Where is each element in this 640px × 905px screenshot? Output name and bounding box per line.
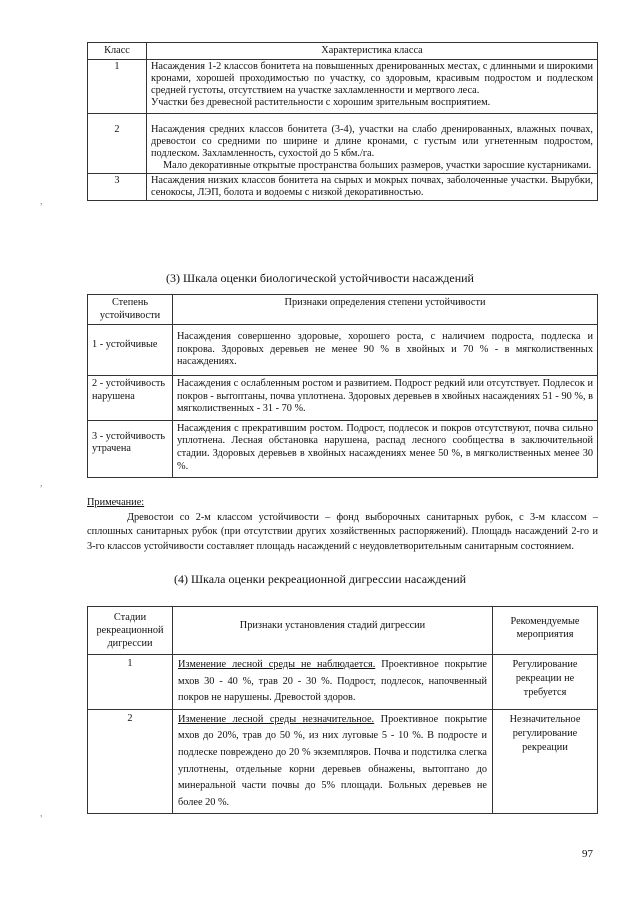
class-table xyxy=(87,42,598,201)
table-row xyxy=(88,375,598,420)
stability-signs: Насаждения совершенно здоровые, хорошего роста, с наличием подроста, подлеска и покрова. Здоровых деревьев не менее 90 % в хвойных и 70 % - в мягколиственных насаждениях. xyxy=(173,325,598,376)
recommended-measures: Регулирование рекреации не требуется xyxy=(493,655,598,710)
description-paragraph: Участки без древесной растительности с хорошим зрительным восприятием. xyxy=(151,97,491,108)
digression-table xyxy=(87,606,598,814)
column-header: Степень устойчивости xyxy=(88,295,173,325)
description-paragraph: Насаждения низких классов бонитета на сырых и мокрых почвах, заболоченные участки. Вырубки, сенокосы, ЛЭП, болота и водоемы с низкой декоративностью. xyxy=(151,175,593,198)
scan-mark: , xyxy=(40,478,43,489)
page-number: 97 xyxy=(582,848,593,860)
class-number: 1 xyxy=(88,60,147,114)
table-header-row xyxy=(88,43,598,60)
column-header: Стадии рекреационной дигрессии xyxy=(88,607,173,655)
class-number: 3 xyxy=(88,174,147,201)
digression-lead: Изменение лесной среды незначительное. xyxy=(178,713,375,725)
stability-table xyxy=(87,294,598,478)
digression-text: Проективное покрытие мхов до 20%, трав до 50 %, из них луговые 5 - 10 %. В подросте и подлеске повреждено до 20 % экземпляров. Почва и подстилка слегка уплотнены, отдельные корни деревьев обнажены, вытоптано до минеральной части почвы до 5% площади. Больных деревьев не более 20 %. xyxy=(178,713,487,808)
note-text: Древостои со 2-м классом устойчивости – фонд выборочных санитарных рубок, с 3-м классом – сплошных санитарных рубок (при отсутствии других хозяйственных распоряжений). Площадь насаждений 2-го и 3-го классов устойчивости составляет площадь насаждений с неудовлетворительным санитарным состоянием. xyxy=(87,511,598,552)
table-row xyxy=(88,325,598,376)
table-row xyxy=(88,420,598,477)
digression-signs xyxy=(173,655,493,710)
digression-stage: 2 xyxy=(88,709,173,814)
digression-signs xyxy=(173,709,493,814)
table-row xyxy=(88,60,598,114)
column-header: Характеристика класса xyxy=(147,43,598,60)
stability-level: 1 - устойчивые xyxy=(88,325,173,376)
table-row xyxy=(88,709,598,814)
table-row xyxy=(88,655,598,710)
class-description xyxy=(147,174,598,201)
description-paragraph: Мало декоративные открытые пространства больших размеров, участки заросшие кустарниками. xyxy=(163,160,592,171)
stability-level: 2 - устойчивость нарушена xyxy=(88,375,173,420)
stability-signs: Насаждения с ослабленным ростом и развитием. Подрост редкий или отсутствует. Подлесок и покров - вытоптаны, почва уплотнена. Здоровых деревьев в хвойных насаждениях 51 - 90 %, в мягколиственных - 31 - 70 %. xyxy=(173,375,598,420)
table-header-row xyxy=(88,607,598,655)
class-number: 2 xyxy=(88,114,147,174)
recommended-measures: Незначительное регулирование рекреации xyxy=(493,709,598,814)
column-header: Признаки установления стадий дигрессии xyxy=(173,607,493,655)
description-paragraph: Насаждения средних классов бонитета (3-4), участки на слабо дренированных, влажных почвах, древостои со средними по ширине и длине кронами, с густым или угнетенным подростом, подлеском. Захламленность, сухостой до 5 кбм./га. xyxy=(151,124,593,159)
scan-mark: , xyxy=(40,196,43,207)
column-header: Класс xyxy=(88,43,147,60)
stability-level: 3 - устойчивость утрачена xyxy=(88,420,173,477)
digression-text: Проективное покрытие мхов 30 - 40 %, трав 20 - 30 %. Подрост, подлесок, напочвенный покров не нарушены. Древостой здоров. xyxy=(178,659,487,704)
table-header-row xyxy=(88,295,598,325)
column-header: Рекомендуемые мероприятия xyxy=(493,607,598,655)
stability-signs: Насаждения с прекратившим ростом. Подрост, подлесок и покров отсутствуют, почва сильно уплотнена. Лесная обстановка нарушена, распад лесного сообщества в заключительной стадии. Здоровых деревьев в хвойных насаждениях менее 50 %, в мягколиственных менее 30 %. xyxy=(173,420,598,477)
note-title: Примечание: xyxy=(87,497,145,508)
description-paragraph: Насаждения 1-2 классов бонитета на повышенных дренированных местах, с длинными и широкими кронами, хорошей проходимостью по участку, со здоровым, красивым подростом и подлеском средней густоты, отсутствием на участке захламленности и мертвого леса. xyxy=(151,61,593,96)
column-header: Признаки определения степени устойчивости xyxy=(173,295,598,325)
table-row xyxy=(88,114,598,174)
class-description xyxy=(147,60,598,114)
scan-mark: , xyxy=(40,808,43,819)
class-description xyxy=(147,114,598,174)
note-block xyxy=(87,496,598,554)
digression-lead: Изменение лесной среды не наблюдается. xyxy=(178,659,376,670)
section-heading: (4) Шкала оценки рекреационной дигрессии насаждений xyxy=(173,572,467,586)
table-row xyxy=(88,174,598,201)
digression-stage: 1 xyxy=(88,655,173,710)
section-heading: (3) Шкала оценки биологической устойчивости насаждений xyxy=(166,271,474,285)
